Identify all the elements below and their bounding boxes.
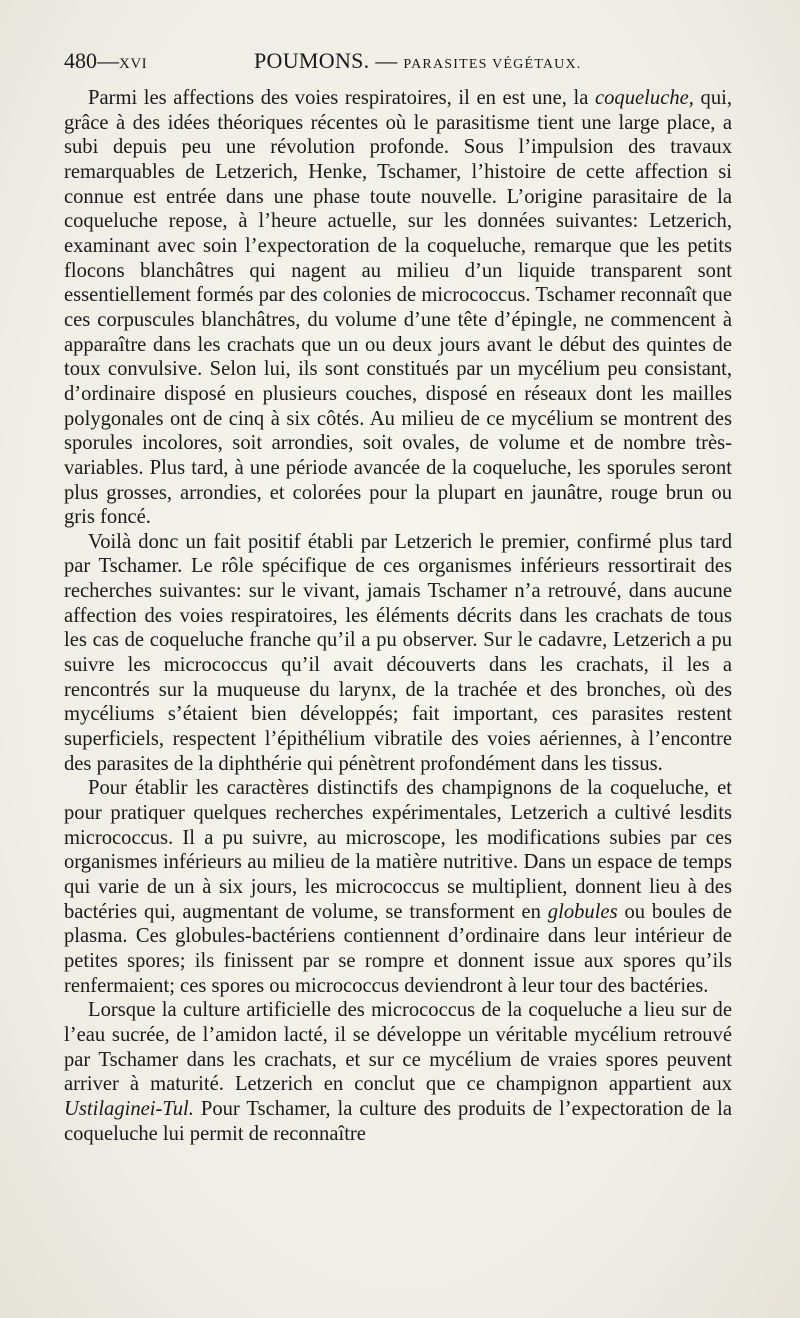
running-header [64,46,736,76]
paragraph-2-text: Voilà donc un fait positif établi par Letzerich le premier, confirmé plus tard par Tschamer. Le rôle spécifique de ces organismes inférieurs ressortirait des recherches suivantes: sur le vivant, jamais Tschamer n’a retrouvé, dans aucune affection des voies respiratoires, les éléments décrits dans les crachats de tous les cas de coqueluche franche qu’il a pu observer. Sur le cadavre, Letzerich a pu suivre les micrococcus qu’il avait découverts dans les crachats, il les a rencontrés sur la muqueuse du larynx, de la trachée et des bronches, où des mycéliums s’étaient bien développés; fait important, ces parasites restent superficiels, respectent l’épithélium vibratile des voies aériennes, à l’encontre des parasites de la diphthérie qui pénètrent profondément dans les tissus. [64,530,732,775]
paragraph-4-text-a: Lorsque la culture artificielle des micrococcus de la coqueluche a lieu sur de l’eau sucrée, de l’amidon lacté, il se développe un véritable mycélium retrouvé par Tschamer dans les crachats, et sur ce mycélium de vraies spores peuvent arriver à maturité. Letzerich en conclut que ce champignon appartient aux [64,999,732,1096]
paragraph-4-text-b: Pour Tschamer, la culture des produits de l’expectoration de la coqueluche lui permit de reconnaître [64,1097,732,1145]
term-ustilaginei: Ustilaginei-Tul. [64,1097,194,1120]
paragraph-1-text-a: Parmi les affections des voies respiratoires, il en est une, la [88,87,595,109]
body-text [64,86,732,1146]
page-number-line [64,46,147,79]
page-number: 480 [64,48,97,73]
chapter-subtitle: PARASITES VÉGÉTAUX. [403,57,582,72]
paragraph-2 [64,530,732,777]
running-title [254,46,581,80]
paragraph-1 [64,86,732,530]
paragraph-1-text-b: qui, grâce à des idées théoriques récentes où le parasitisme tient une large place, a subi depuis peu une révolution profonde. Sous l’impulsion des travaux remarquables de Letzerich, Henke, Tschamer, l’histoire de cette affection si connue est entrée dans une phase toute nouvelle. L’origine parasitaire de la coqueluche repose, à l’heure actuelle, sur les données suivantes: Letzerich, examinant avec soin l’expectoration de la coqueluche, remarque que les petits flocons blanchâtres qui nagent au milieu d’un liquide transparent sont essentiellement formés par des colonies de micrococcus. Tschamer reconnaît que ces corpuscules blanchâtres, du volume d’une tête d’épingle, ne commencent à apparaître dans les crachats que un ou deux jours avant le début des quintes de toux convulsive. Selon lui, ils sont constitués par un mycélium peu consistant, d’ordinaire disposé en plusieurs couches, disposé en réseaux dont les mailles polygonales ont de cinq à six côtés. Au milieu de ce mycélium se montrent des sporules incolores, soit arrondies, soit ovales, de volume et de nombre très-variables. Plus tard, à une période avancée de la coqueluche, les sporules seront plus grosses, arrondies, et colorées pour la plupart en jaunâtre, rouge brun ou gris foncé. [64,87,732,529]
paragraph-3-text-b: ou boules de plasma. Ces globules-bactériens contiennent d’ordinaire dans leur intérieur de petites spores; ils finissent par se rompre et donnent issue aux spores qu’ils renfermaient; ces spores ou micrococcus deviendront à leur tour des bactéries. [64,900,732,997]
title-dash: — [375,48,398,73]
paragraph-3 [64,776,732,998]
header-separator: — [97,48,119,73]
term-globules: globules [547,900,618,923]
term-coqueluche: coqueluche, [595,87,694,109]
paragraph-4 [64,998,732,1146]
chapter-title: POUMONS. [254,48,370,73]
section-number: XVI [119,56,148,72]
paragraph-3-text-a: Pour établir les caractères distinctifs des champignons de la coqueluche, et pour pratiquer quelques recherches expérimentales, Letzerich a cultivé lesdits micrococcus. Il a pu suivre, au microscope, les modifications subies par ces organismes inférieurs au milieu de la matière nutritive. Dans un espace de temps qui varie de un à six jours, les micrococcus se multiplient, donnent lieu à des bactéries qui, augmentant de volume, se transforment en [64,777,732,923]
